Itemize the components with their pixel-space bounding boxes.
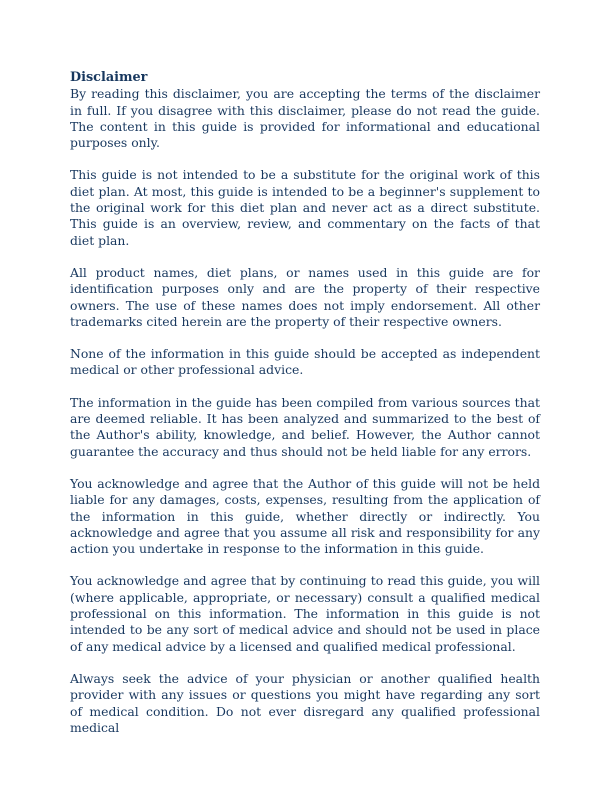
disclaimer-paragraph-accuracy: The information in the guide has been compiled from various sources that are deemed reliable. It has been analyzed and summarized to the best of the Author's ability, knowledge, and belief. However, the Author cannot guarantee the accuracy and thus should not be held liable for any errors.: [70, 394, 540, 459]
disclaimer-paragraph-physician-advice: Always seek the advice of your physician or another qualified health provider with any issues or questions you might have regarding any sort of medical condition. Do not ever disregard any qualified professional medical: [70, 670, 540, 735]
disclaimer-paragraph-liability: You acknowledge and agree that the Author of this guide will not be held liable for any damages, costs, expenses, resulting from the application of the information in this guide, whether directly or indirectly. You acknowledge and agree that you assume all risk and responsibility for any action you undertake in response to the information in this guide.: [70, 475, 540, 557]
disclaimer-paragraph-not-advice: None of the information in this guide should be accepted as independent medical or other professional advice.: [70, 346, 540, 378]
disclaimer-paragraph-consult-professional: You acknowledge and agree that by continuing to read this guide, you will (where applicable, appropriate, or necessary) consult a qualified medical professional on this information. The information in this guide is not intended to be any sort of medical advice and should not be used in place of any medical advice by a licensed and qualified medical professional.: [70, 573, 540, 654]
disclaimer-paragraph-terms: By reading this disclaimer, you are accepting the terms of the disclaimer in full. If you disagree with this disclaimer, please do not read the guide. The content in this guide is provided for informational and educational purposes only.: [70, 86, 540, 151]
disclaimer-heading: Disclaimer: [70, 70, 148, 85]
disclaimer-paragraph-substitute: This guide is not intended to be a substitute for the original work of this diet plan. At most, this guide is intended to be a beginner's supplement to the original work for this diet plan and never act as a direct substitute. This guide is an overview, review, and commentary on the facts of that diet plan.: [70, 167, 540, 248]
document-page: [70, 70, 540, 736]
disclaimer-paragraph-trademarks: All product names, diet plans, or names used in this guide are for identification purposes only and are the property of their respective owners. The use of these names does not imply endorsement. All other trademarks cited herein are the property of their respective owners.: [70, 264, 540, 329]
